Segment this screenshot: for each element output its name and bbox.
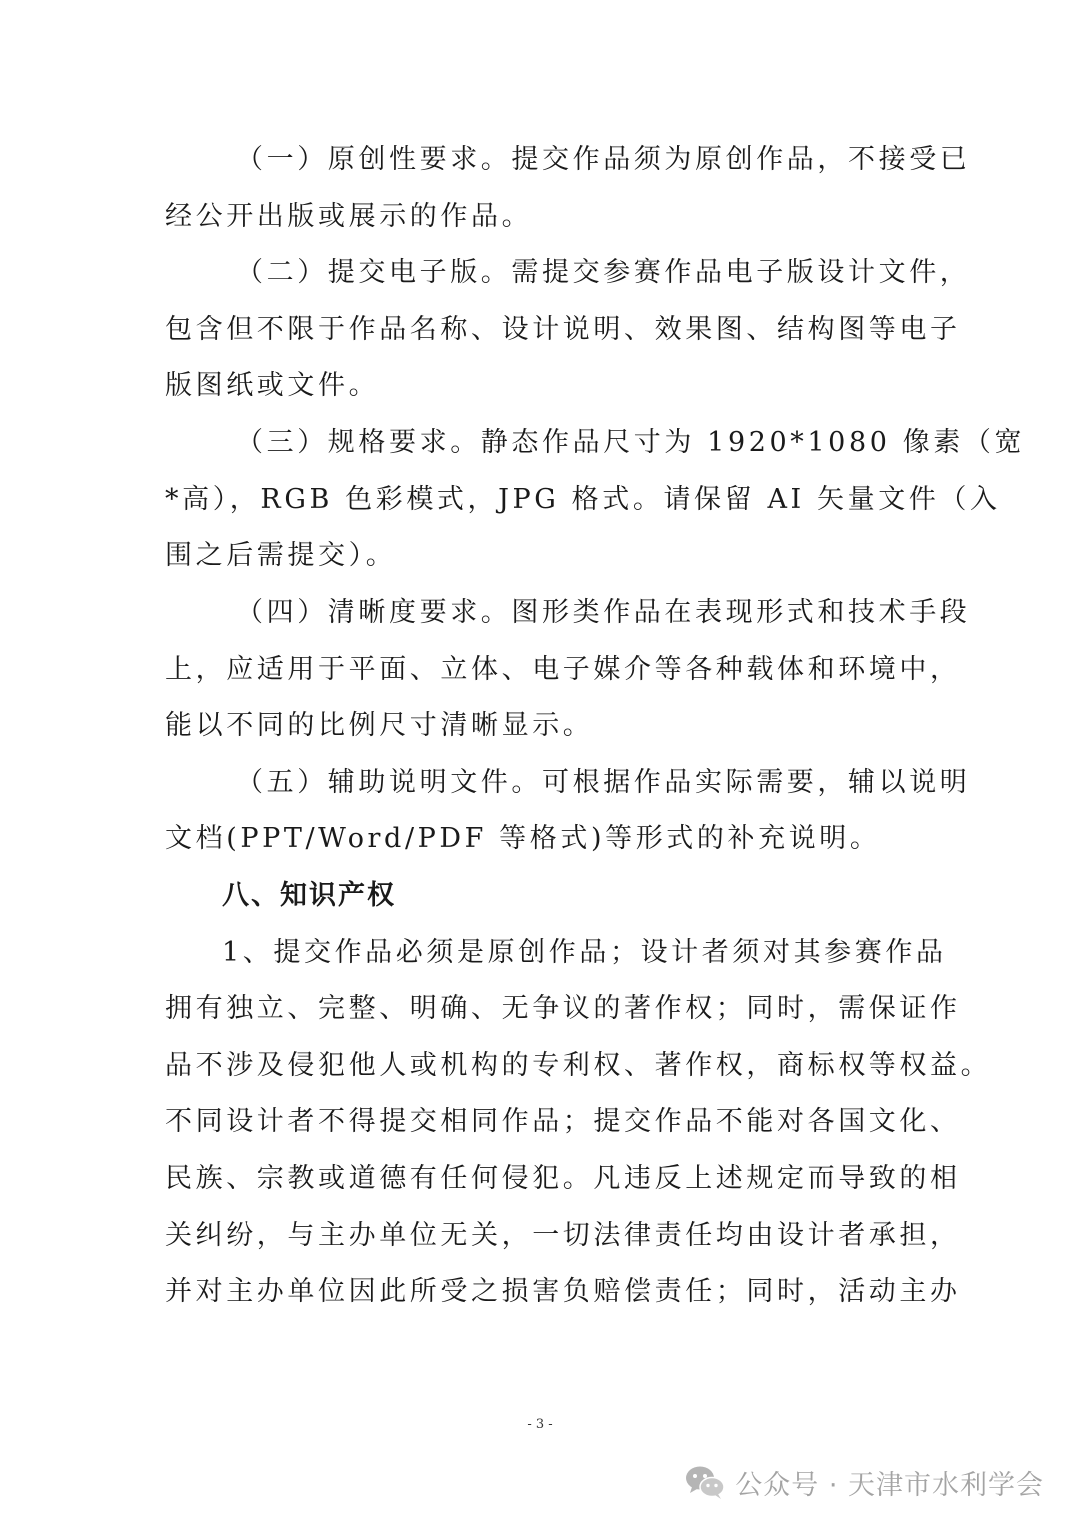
paragraph-line: 版图纸或文件。 [165, 370, 380, 401]
section-heading: 八、知识产权 [222, 880, 396, 911]
paragraph-line: *高），RGB 色彩模式，JPG 格式。请保留 AI 矢量文件（入 [165, 484, 1001, 515]
paragraph-line: 上，应适用于平面、立体、电子媒介等各种载体和环境中， [165, 654, 961, 685]
paragraph-line: （一）原创性要求。提交作品须为原创作品，不接受已 [236, 144, 971, 175]
page-number: - 3 - [527, 1417, 553, 1432]
paragraph-line: （五）辅助说明文件。可根据作品实际需要，辅以说明 [236, 767, 971, 798]
paragraph-line: 文档(PPT/Word/PDF 等格式)等形式的补充说明。 [165, 823, 881, 854]
paragraph-line: 拥有独立、完整、明确、无争议的著作权；同时，需保证作 [165, 993, 961, 1024]
wechat-watermark [685, 1458, 1044, 1506]
paragraph-line: （三）规格要求。静态作品尺寸为 1920*1080 像素（宽 [236, 427, 1026, 458]
wechat-icon [685, 1464, 725, 1500]
paragraph-line: 品不涉及侵犯他人或机构的专利权、著作权，商标权等权益。 [165, 1050, 992, 1081]
paragraph-line: 能以不同的比例尺寸清晰显示。 [165, 710, 594, 741]
paragraph-line: 包含但不限于作品名称、设计说明、效果图、结构图等电子 [165, 314, 961, 345]
paragraph-line: 围之后需提交）。 [165, 540, 397, 571]
paragraph-line: 1、提交作品必须是原创作品；设计者须对其参赛作品 [222, 937, 947, 968]
paragraph-line: 不同设计者不得提交相同作品；提交作品不能对各国文化、 [165, 1106, 961, 1137]
paragraph-line: 经公开出版或展示的作品。 [165, 201, 533, 232]
paragraph-line: （四）清晰度要求。图形类作品在表现形式和技术手段 [236, 597, 971, 628]
paragraph-line: 民族、宗教或道德有任何侵犯。凡违反上述规定而导致的相 [165, 1163, 961, 1194]
paragraph-line: 关纠纷，与主办单位无关，一切法律责任均由设计者承担， [165, 1220, 961, 1251]
paragraph-line: 并对主办单位因此所受之损害负赔偿责任；同时，活动主办 [165, 1276, 961, 1307]
watermark-text: 公众号 · 天津市水利学会 [735, 1469, 1044, 1501]
paragraph-line: （二）提交电子版。需提交参赛作品电子版设计文件， [236, 257, 971, 288]
